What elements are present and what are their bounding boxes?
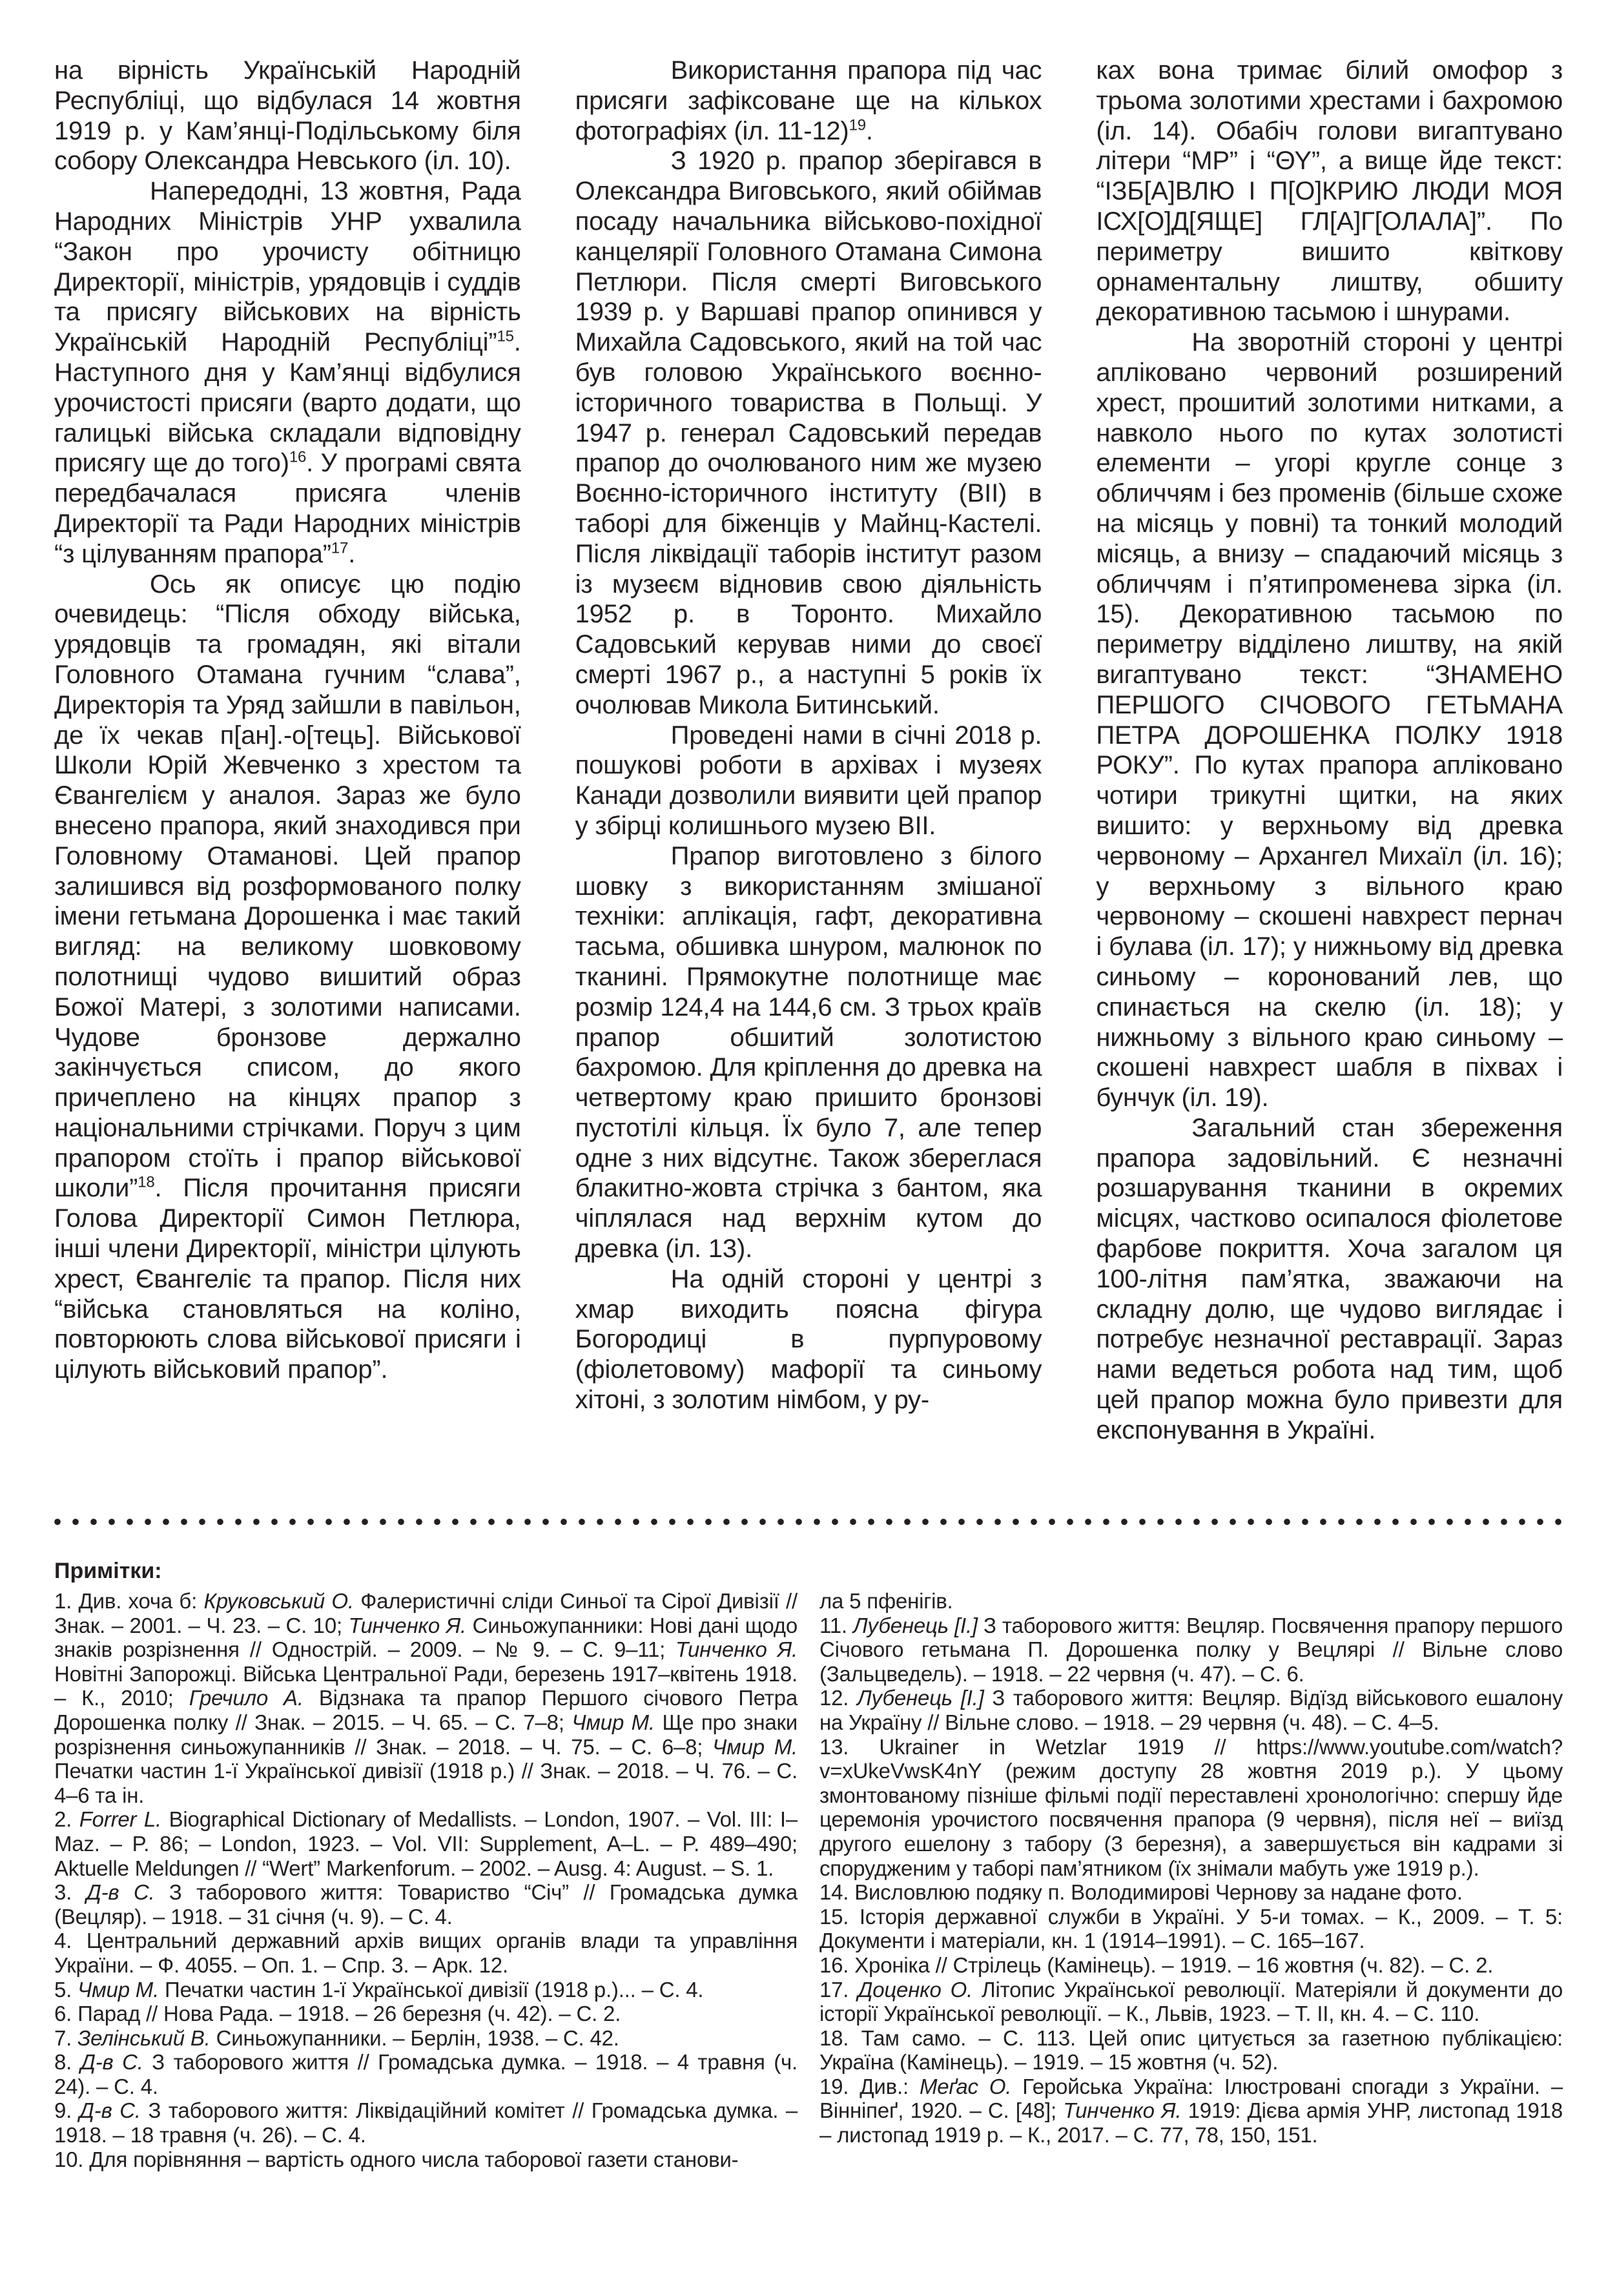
footnote: 16. Хроніка // Стрілець (Камінець). – 1919. – 16 жовтня (ч. 82). – С. 2. [819,1953,1494,1977]
notes-section [54,1559,1563,2171]
italic-text: Зелінський В. [77,2025,211,2050]
body-paragraph: Використання прапора під час присяги зафіксоване ще на кількох фотографіях (іл. 11-12)$^{19}$. [575,56,1042,145]
italic-text: Тинченко Я. [1063,2098,1182,2123]
footnote: 1. Див. хоча б: Круковський О. Фалеристичні сліди Синьої та Сірої Дивізії // Знак. – 2001. – Ч. 23. – С. 10; Тинченко Я. Синьожупанники: Нові дані щодо знаків розрізнення // Однострій. – 2009. – № 9. – С. 9–11; Тинченко Я. Новітні Запорожці. Війська Центральної Ради, березень 1917–квітень 1918. – К., 2010; Гречило А. Відзнака та прапор Першого січового Петра Дорошенка полку // Знак. – 2015. – Ч. 65. – С. 7–8; Чмир М. Ще про знаки розрізнення синьожупанників // Знак. – 2018. – Ч. 75. – С. 6–8; Чмир М. Печатки частин 1-ї Української дивізії (1918 р.) // Знак. – 2018. – Ч. 76. – С. 4–6 та ін. [54,1589,798,1807]
body-paragraph: На зворотній стороні у центрі апліковано червоний розширений хрест, прошитий золотими нитками, а навколо нього по кутах золотисті елементи – угорі кругле сонце з обличчям і без променів (більше схоже на місяць у повні) та тонкий молодий місяць, а внизу – спадаючий місяць з обличчям і п’ятипроменева зірка (іл. 15). Декоративною тасьмою по периметру відділено лиштву, на якій вигаптувано текст: “ЗНАМЕНО ПЕРШОГО СІЧОВОГО ГЕТЬМАНА ПЕТРА ДОРОШЕНКА ПОЛКУ 1918 РОКУ”. По кутах прапора апліковано чотири трикутні щитки, на яких вишито: у верхньому від древка червоному – Архангел Михаїл (іл. 16); у верхньому з вільного краю червоному – скошені навхрест пернач і булава (іл. 17); у нижньому від древка синьому – коронований лев, що спинається на скелю (іл. 18); у нижньому з вільного краю синьому – скошені навхрест шабля в піхвах і бунчук (іл. 19). [1096,328,1563,1112]
notes-column-1 [54,1589,798,2171]
italic-text: Лубенець [І.] [857,1686,984,1710]
body-paragraph: Загальний стан збереження прапора задовільний. Є незначні розшарування тканини в окремих місцях, частково осипалося фіолетове фарбове покриття. Хоча загалом ця 100-літня пам’ятка, зважаючи на складну долю, ще чудово виглядає і потребує незначної реставрації. Зараз нами ведеться робота над тим, щоб цей прапор можна було привезти для експонування в Україні. [1096,1113,1563,1444]
footnote: 13. Ukrainer in Wetzlar 1919 // https://www.youtube.com/watch?v=xUkeVwsK4nY (режим доступу 28 жовтня 2019 р.). У цьому змонтованому пізніше фільмі події переставлені хронологічно: спершу йде церемонія урочистого посвячення прапора (9 червня), після неї – виїзд другого ешелону з табору (3 березня), а завершується він кадрами зі спорудженим у таборі пам’ятником (їх знімали мабуть уже 1919 р.). [819,1734,1563,1880]
footnote: 2. Forrer L. Biographical Dictionary of Medallists. – London, 1907. – Vol. III: I–Maz. – P. 86; – London, 1923. – Vol. VII: Supplement, A–L. – P. 489–490; Aktuelle Meldungen // “Wert” Markenforum. – 2002. – Ausg. 4: August. – S. 1. [54,1807,798,1880]
italic-text: Д-в С. [79,2098,141,2123]
footnote-ref: 19 [849,116,866,134]
footnote: 12. Лубенець [І.] З таборового життя: Вецляр. Відїзд військового ешалону на Україну // Вільне слово. – 1918. – 29 червня (ч. 48). – С. 4–5. [819,1686,1563,1734]
notes-column-2 [819,1589,1563,2171]
section-divider [54,1519,1563,1525]
article-body [54,56,1563,1502]
notes-title: Примітки: [54,1559,162,1583]
footnote: 14. Висловлюю подяку п. Володимирові Чернову за надане фото. [819,1880,1463,1905]
footnote: ла 5 пфенігів. [819,1589,953,1613]
footnote: 11. Лубенець [І.] З таборового життя: Вецляр. Посвячення прапору першого Січового гетьмана П. Дорошенка полку у Вецлярі // Вільне слово (Зальцведель). – 1918. – 22 червня (ч. 47). – С. 6. [819,1613,1563,1686]
body-paragraph: На одній стороні у центрі з хмар виходить поясна фігура Богородиці в пурпуровому (фіолетовому) мафорії та синьому хітоні, з золотим німбом, у ру- [575,1264,1042,1415]
footnote: 10. Для порівняння – вартість одного числа таборової газети станови- [54,2147,739,2171]
footnote: 5. Чмир М. Печатки частин 1-ї Української дивізії (1918 р.)... – С. 4. [54,1977,704,2002]
footnote: 4. Центральний державний архів вищих органів влади та управління України. – Ф. 4055. – Оп. 1. – Спр. 3. – Арк. 12. [54,1929,798,1977]
footnote-ref: 16 [289,449,307,467]
italic-text: Круковський О. [203,1589,354,1613]
italic-text: Чмир М. [712,1734,798,1759]
footnote: 15. Історія державної служби в Україні. У 5-и томах. – К., 2009. – Т. 5: Документи і матеріали, кн. 1 (1914–1991). – С. 165–167. [819,1904,1563,1953]
footnote: 9. Д-в С. З таборового життя: Ліквідаційний комітет // Громадська думка. – 1918. – 18 травня (ч. 26). – С. 4. [54,2098,798,2147]
italic-text: Чмир М. [77,1977,160,2002]
notes-columns [54,1589,1563,2171]
footnote: 18. Там само. – С. 113. Цей опис цитується за газетною публікацією: Україна (Камінець). – 1919. – 15 жовтня (ч. 52). [819,2025,1563,2075]
italic-text: Доценко О. [858,1977,973,2002]
footnote: 19. Див.: Меґас О. Геройська Україна: Ілюстровані спогади з України. – Вінніпеґ, 1920. – С. [48]; Тинченко Я. 1919: Дієва армія УНР, листопад 1918 – листопад 1919 р. – К., 2017. – С. 77, 78, 150, 151. [819,2074,1563,2147]
body-column-1 [54,56,521,1502]
body-column-2 [575,56,1042,1502]
footnote: 3. Д-в С. З таборового життя: Товариство “Січ” // Громадська думка (Вецляр). – 1918. – 31 січня (ч. 9). – С. 4. [54,1880,798,1929]
italic-text: Forrer L. [79,1807,162,1832]
body-paragraph: Ось як описує цю подію очевидець: “Після обходу війська, урядовців та громадян, які вітали Головного Отамана гучним “слава”, Директорія та Уряд зайшли в павільон, де їх чекав п[ан].-о[тець]. Військової Школи Юрій Жевченко з хрестом та Євангелієм у аналоя. Зараз же було внесено прапора, який знаходився при Головному Отаманові. Цей прапор залишився від розформованого полку імени гетьмана Дорошенка і має такий вигляд: на великому шовковому полотнищі чудово вишитий образ Божої Матері, з золотими написами. Чудове бронзове держално закінчується списом, до якого причеплено на кінцях прапор з національними стрічками. Поруч з цим прапором стоїть і прапор військової школи”$^{18}$. Після прочитання присяги Голова Директорії Симон Петлюра, інші члени Директорії, міністри цілують хрест, Євангеліє та прапор. Після них “війська становляться на коліно, повторюють слова військової присяги і цілують військовий прапор”. [54,569,521,1384]
footnote-ref: 15 [497,327,514,345]
footnote: 8. Д-в С. З таборового життя // Громадська думка. – 1918. – 4 травня (ч. 24). – С. 4. [54,2050,798,2098]
italic-text: Д-в С. [86,1880,155,1905]
body-paragraph: Проведені нами в січні 2018 р. пошукові роботи в архівах і музеях Канади дозволили виявити цей прапор у збірці колишнього музею ВІІ. [575,721,1042,840]
footnote-ref: 18 [138,1174,155,1192]
body-paragraph: ках вона тримає білий омофор з трьома золотими хрестами і бахромою (іл. 14). Обабіч голови вигаптувано літери “МР” і “ΘΥ”, а вище йде текст: “ІЗБ[А]ВЛЮ І П[О]КРИЮ ЛЮДИ МОЯ ІСХ[О]Д[ЯЩЕ] ГЛ[А]Г[ОЛАЛА]”. По периметру вишито квіткову орнаментальну лиштву, обшиту декоративною тасьмою і шнурами. [1096,56,1563,327]
body-paragraph: Прапор виготовлено з білого шовку з використанням змішаної техніки: аплікація, гафт, декоративна тасьма, обшивка шнуром, малюнок по тканині. Прямокутне полотнище має розмір 124,4 на 144,6 см. З трьох країв прапор обшитий золотистою бахромою. Для кріплення до древка на четвертому краю пришито бронзові пустотілі кільця. Їх було 7, але тепер одне з них відсутнє. Також збереглася блакитно-жовта стрічка з бантом, яка чіплялася над верхнім кутом до древка (іл. 13). [575,841,1042,1264]
body-column-3 [1096,56,1563,1502]
footnote: 17. Доценко О. Літопис Української революції. Матеріяли й документи до історії Української революції. – К., Львів, 1923. – Т. ІІ, кн. 4. – С. 110. [819,1977,1563,2026]
footnote: 7. Зелінський В. Синьожупанники. – Берлін, 1938. – С. 42. [54,2025,619,2050]
italic-text: Тинченко Я. [348,1613,466,1637]
body-paragraph: З 1920 р. прапор зберігався в Олександра Виговського, який обіймав посаду начальника військово-похідної канцелярії Головного Отамана Симона Петлюри. Після смерті Виговського 1939 р. у Варшаві прапор опинився у Михайла Садовського, який на той час був головою Українського воєнно-історичного товариства в Польщі. У 1947 р. генерал Садовський передав прапор до очолюваного ним же музею Воєнно-історичного інституту (ВІІ) в таборі для біженців у Майнц-Кастелі. Після ліквідації таборів інститут разом із музеєм відновив свою діяльність 1952 р. в Торонто. Михайло Садовський керував ними до своєї смерті 1967 р., а наступні 5 років їх очолював Микола Битинський. [575,147,1042,719]
italic-text: Тинченко Я. [675,1637,798,1662]
italic-text: Лубенець [І.] [852,1613,978,1637]
italic-text: Чмир М. [572,1710,655,1734]
footnote-ref: 17 [331,539,349,557]
italic-text: Гречило А. [189,1686,304,1710]
italic-text: Д-в С. [80,2050,143,2075]
body-paragraph: на вірність Українській Народній Республіці, що відбулася 14 жовтня 1919 р. у Кам’янці-Подільському біля собору Олександра Невського (іл. 10). [54,56,521,176]
italic-text: Меґас О. [919,2074,1012,2098]
footnote: 6. Парад // Нова Рада. – 1918. – 26 березня (ч. 42). – С. 2. [54,2002,621,2026]
body-paragraph: Напередодні, 13 жовтня, Рада Народних Міністрів УНР ухвалила “Закон про урочисту обітницю Директорії, міністрів, урядовців і суддів та присягу військових на вірність Українській Народній Республіці”$^{15}$. Наступного дня у Кам’янці відбулися урочистості присяги (варто додати, що галицькі війська складали відповідну присягу ще до того)$^{16}$. У програмі свята передбачалася присяга членів Директорії та Ради Народних міністрів “з цілуванням прапора”$^{17}$. [54,177,521,568]
